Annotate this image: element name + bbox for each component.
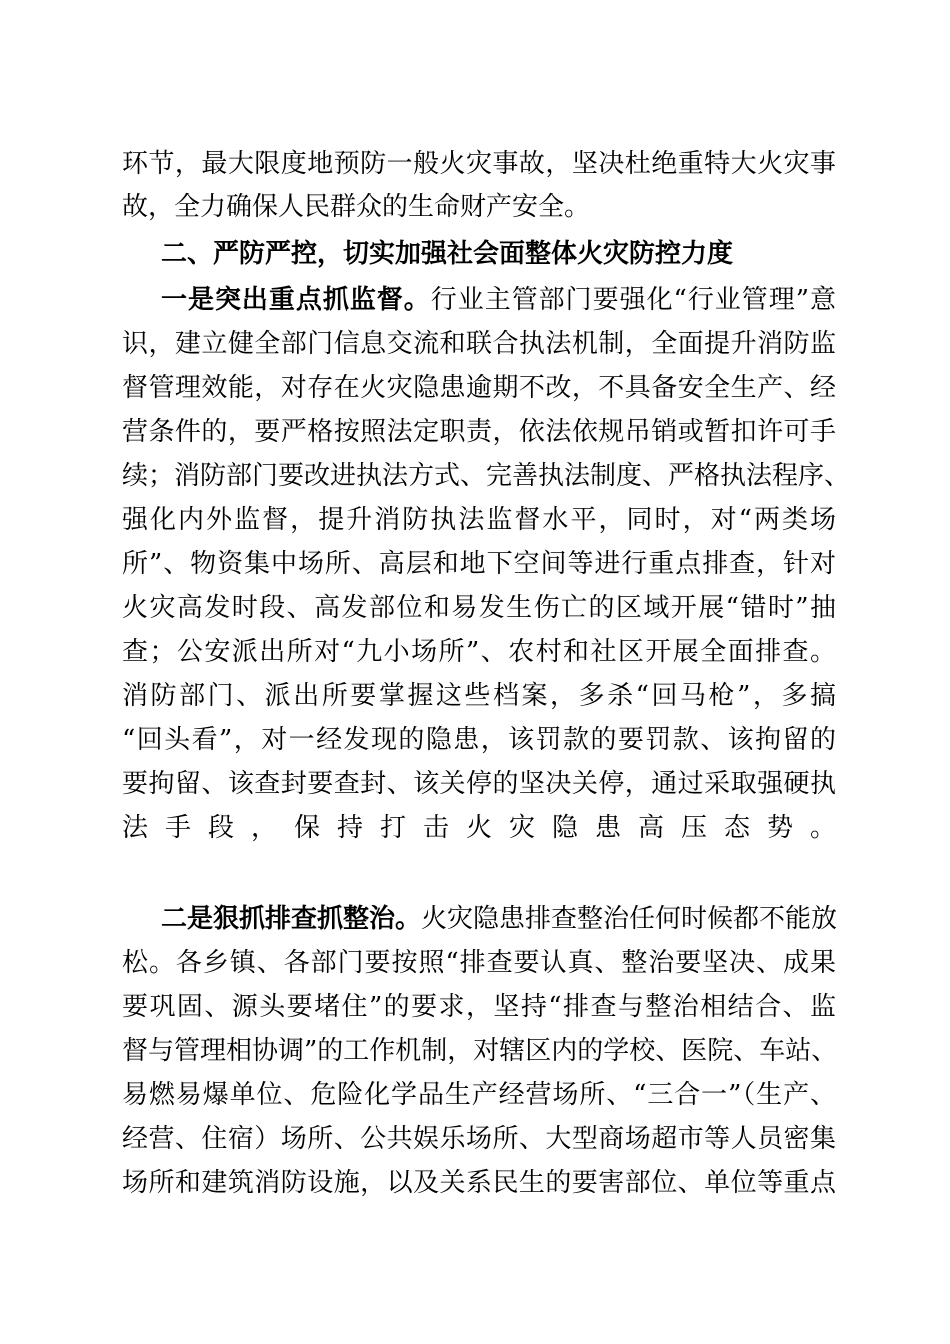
paragraph-line: 督管理效能，对存在火灾隐患逾期不改，不具备安全生产、经 [122,373,836,403]
paragraph-line: 故，全力确保人民群众的生命财产安全。 [122,192,591,222]
paragraph-lead: 一是突出重点抓监督。 [161,285,431,315]
paragraph-line: 识，建立健全部门信息交流和联合执法机制，全面提升消防监 [122,329,836,359]
paragraph-line: 要拘留、该查封要查封、该关停的坚决关停，通过采取强硬执 [122,769,836,799]
paragraph-line: “回头看”，对一经发现的隐患，该罚款的要罚款、该拘留的 [122,725,836,755]
paragraph-line: 经营、住宿）场所、公共娱乐场所、大型商场超市等人员密集 [122,1124,836,1154]
paragraph-line: 易燃易爆单位、危险化学品生产经营场所、“三合一”（生产、 [122,1080,836,1110]
paragraph-lead: 二是狠抓排查抓整治。 [161,904,422,934]
paragraph-line: 松。各乡镇、各部门要按照“排查要认真、整治要坚决、成果 [122,948,836,978]
paragraph-line: 所”、物资集中场所、高层和地下空间等进行重点排查，针对 [122,549,836,579]
paragraph-line [161,284,836,316]
paragraph-line [161,903,836,935]
paragraph-line: 火灾高发时段、高发部位和易发生伤亡的区域开展“错时”抽 [122,593,836,623]
paragraph-line: 环节，最大限度地预防一般火灾事故，坚决杜绝重特大火灾事 [122,149,836,179]
paragraph-text: 行业主管部门要强化“行业管理”意 [430,285,836,315]
paragraph-line: 督与管理相协调”的工作机制，对辖区内的学校、医院、车站、 [122,1036,838,1066]
paragraph-line: 强化内外监督，提升消防执法监督水平，同时，对“两类场 [122,505,836,535]
paragraph-line: 续；消防部门要改进执法方式、完善执法制度、严格执法程序、 [122,461,851,491]
paragraph-line: 营条件的，要严格按照法定职责，依法依规吊销或暂扣许可手 [122,417,836,447]
paragraph-line: 消防部门、派出所要掌握这些档案，多杀“回马枪”，多搞 [122,681,836,711]
paragraph-text: 火灾隐患排查整治任何时候都不能放 [421,904,838,934]
paragraph-line: 法手段，保持打击火灾隐患高压态势。 [122,813,836,843]
paragraph-line: 要巩固、源头要堵住”的要求，坚持“排查与整治相结合、监 [122,992,836,1022]
paragraph-line: 查；公安派出所对“九小场所”、农村和社区开展全面排查。 [122,637,836,667]
paragraph-line: 场所和建筑消防设施，以及关系民生的要害部位、单位等重点 [122,1168,836,1198]
section-heading: 二、严防严控，切实加强社会面整体火灾防控力度 [161,239,734,269]
